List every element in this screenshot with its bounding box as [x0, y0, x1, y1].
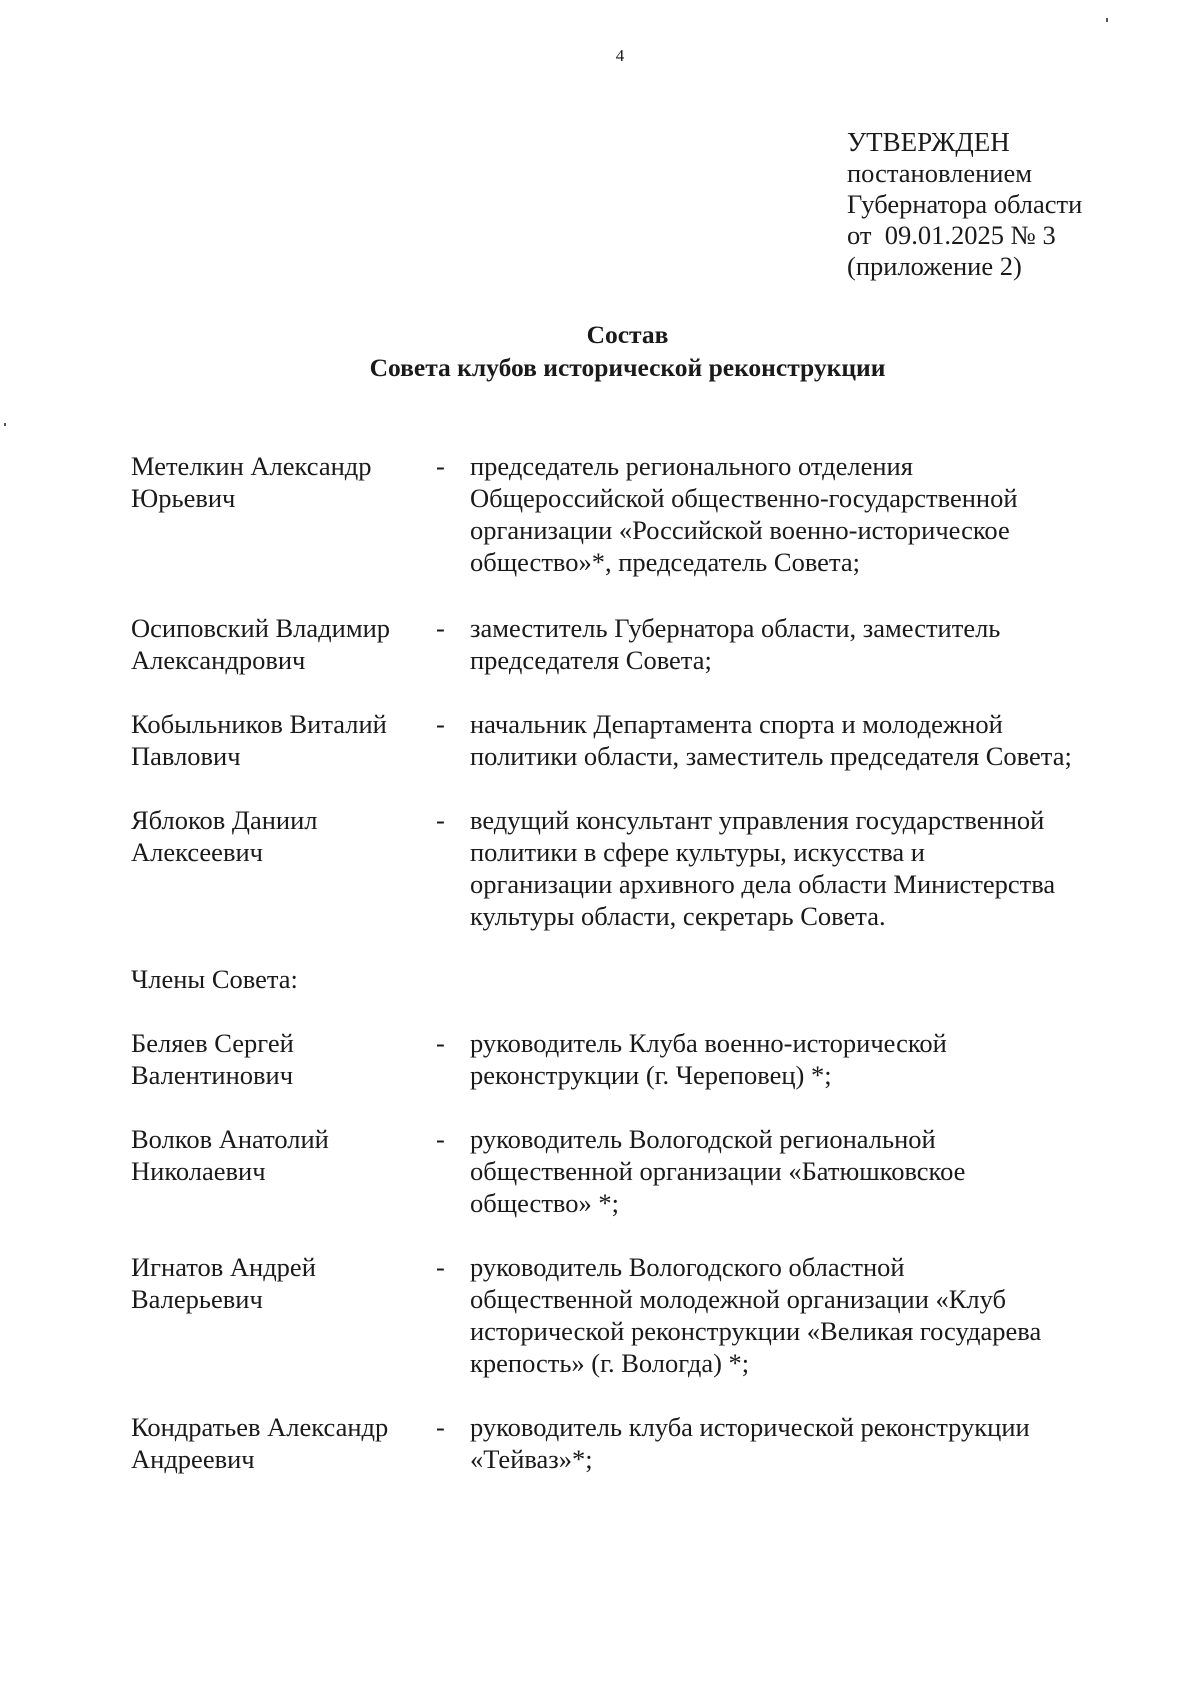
dash-separator: -: [436, 1412, 445, 1442]
member-role-line: общество»*, председатель Совета;: [470, 547, 860, 577]
dash-separator: -: [436, 613, 445, 643]
member-role-line: общество» *;: [470, 1188, 619, 1218]
member-name-line: Юрьевич: [131, 483, 236, 513]
member-role-line: политики области, заместитель председателя Совета;: [470, 741, 1072, 771]
dash-separator: -: [436, 1124, 445, 1154]
dash-separator: -: [436, 709, 445, 739]
member-name-line: Беляев Сергей: [131, 1028, 294, 1058]
member-name: [131, 1027, 421, 1091]
approval-line-governor: Губернатора области: [847, 189, 1083, 219]
member-role: [470, 450, 1170, 578]
member-role: [470, 1027, 1170, 1091]
member-name-line: Осиповский Владимир: [131, 613, 391, 643]
dash-separator: -: [436, 805, 445, 835]
document-title: [0, 318, 1200, 384]
member-role-line: культуры области, секретарь Совета.: [470, 901, 886, 931]
member-role: [470, 804, 1170, 932]
member-name: [131, 708, 421, 772]
member-name: [131, 450, 421, 514]
scan-artifact: [1106, 18, 1108, 22]
member-role-line: организации «Российской военно-историческое: [470, 515, 1010, 545]
member-name-line: Алексеевич: [131, 837, 263, 867]
title-line-1: Состав: [586, 320, 669, 349]
member-role-line: председатель регионального отделения: [470, 451, 913, 481]
member-name-line: Яблоков Даниил: [131, 805, 318, 835]
member-name-line: Андреевич: [131, 1444, 255, 1474]
member-name: [131, 1411, 421, 1475]
member-role-line: исторической реконструкции «Великая государева: [470, 1316, 1042, 1346]
member-name-line: Метелкин Александр: [131, 451, 372, 481]
member-role-line: ведущий консультант управления государственной: [470, 805, 1045, 835]
member-name: [131, 612, 421, 676]
member-role-line: руководитель клуба исторической реконструкции: [470, 1412, 1030, 1442]
member-name-line: Николаевич: [131, 1156, 266, 1186]
title-line-2: Совета клубов исторической реконструкции: [369, 353, 886, 382]
approval-line-resolution: постановлением: [847, 158, 1032, 188]
scan-artifact: [4, 423, 6, 426]
member-name-line: Валентинович: [131, 1060, 294, 1090]
approval-block: [847, 127, 1082, 282]
member-name: [131, 1123, 421, 1187]
member-name-line: Валерьевич: [131, 1284, 263, 1314]
member-role: [470, 1251, 1170, 1379]
dash-separator: -: [436, 451, 445, 481]
dash-separator: -: [436, 1028, 445, 1058]
member-role-line: общественной организации «Батюшковское: [470, 1156, 966, 1186]
member-name-line: Игнатов Андрей: [131, 1252, 316, 1282]
member-role-line: руководитель Вологодского областной: [470, 1252, 905, 1282]
member-role-line: руководитель Вологодской региональной: [470, 1124, 936, 1154]
member-name: [131, 804, 421, 868]
member-role: [470, 708, 1170, 772]
member-role-line: заместитель Губернатора области, заместитель: [470, 613, 1001, 643]
member-name: [131, 1251, 421, 1315]
member-role-line: реконструкции (г. Череповец) *;: [470, 1060, 832, 1090]
member-role-line: председателя Совета;: [470, 645, 712, 675]
member-role-line: «Тейваз»*;: [470, 1444, 593, 1474]
member-role: [470, 1411, 1170, 1475]
page-number: 4: [615, 46, 625, 65]
approval-line-date: от 09.01.2025 № 3: [847, 220, 1056, 250]
member-name-line: Волков Анатолий: [131, 1124, 329, 1154]
member-role: [470, 612, 1170, 676]
member-role-line: руководитель Клуба военно-исторической: [470, 1028, 947, 1058]
member-name-line: Кобыльников Виталий: [131, 709, 387, 739]
member-name-line: Александрович: [131, 645, 306, 675]
member-name-line: Кондратьев Александр: [131, 1412, 389, 1442]
member-role: [470, 1123, 1170, 1219]
member-role-line: крепость» (г. Вологда) *;: [470, 1348, 750, 1378]
member-role-line: политики в сфере культуры, искусства и: [470, 837, 925, 867]
members-section-label: Члены Совета:: [131, 964, 298, 994]
member-role-line: Общероссийской общественно-государственной: [470, 483, 1018, 513]
member-role-line: начальник Департамента спорта и молодежной: [470, 709, 1003, 739]
member-name-line: Павлович: [131, 741, 241, 771]
member-role-line: организации архивного дела области Министерства: [470, 869, 1056, 899]
approval-title: УТВЕРЖДЕН: [847, 127, 1010, 157]
dash-separator: -: [436, 1252, 445, 1282]
member-role-line: общественной молодежной организации «Клуб: [470, 1284, 1007, 1314]
approval-line-appendix: (приложение 2): [847, 251, 1022, 281]
